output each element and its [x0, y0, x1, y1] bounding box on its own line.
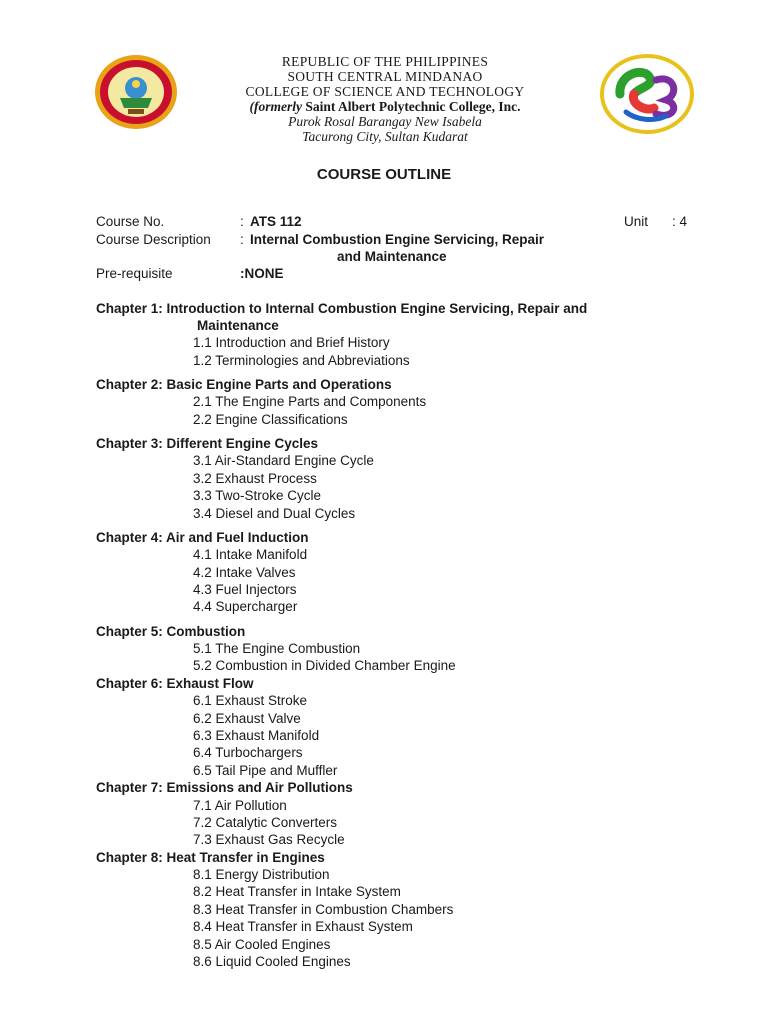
- chapter-6-item: 6.4 Turbochargers: [193, 745, 303, 760]
- header-address-1: Purok Rosal Barangay New Isabela: [288, 114, 482, 129]
- chapter-6-item: 6.5 Tail Pipe and Muffler: [193, 763, 338, 778]
- course-description-label: Course Description: [96, 232, 211, 247]
- header-line-2: SOUTH CENTRAL MINDANAO: [287, 69, 483, 84]
- chapter-7-title: Chapter 7: Emissions and Air Pollutions: [96, 780, 353, 795]
- header-line-4: (formerly Saint Albert Polytechnic College, Inc.: [249, 99, 521, 114]
- chapter-6-item: 6.2 Exhaust Valve: [193, 711, 301, 726]
- header-line-1: REPUBLIC OF THE PHILIPPINES: [281, 54, 489, 69]
- prerequisite-value: :NONE: [240, 266, 284, 281]
- document-title: COURSE OUTLINE: [316, 166, 452, 183]
- chapter-1-title-cont: Maintenance: [197, 318, 279, 333]
- chapter-3-item: 3.4 Diesel and Dual Cycles: [193, 506, 356, 521]
- chapter-5-title: Chapter 5: Combustion: [96, 624, 246, 639]
- chapter-4-item: 4.2 Intake Valves: [193, 565, 296, 580]
- institution-header: [180, 54, 590, 144]
- scs-logo: [600, 54, 694, 134]
- chapter-8-item: 8.6 Liquid Cooled Engines: [193, 954, 351, 969]
- college-seal-logo: [94, 54, 178, 130]
- chapter-1-item: 1.1 Introduction and Brief History: [193, 335, 390, 350]
- course-no-value: ATS 112: [250, 214, 302, 229]
- chapter-1-title: Chapter 1: Introduction to Internal Combustion Engine Servicing, Repair and: [96, 301, 588, 316]
- header-line-3: COLLEGE OF SCIENCE AND TECHNOLOGY: [245, 84, 525, 99]
- chapter-6-title: Chapter 6: Exhaust Flow: [96, 676, 254, 691]
- course-description-colon: :: [240, 232, 244, 247]
- chapter-8-title: Chapter 8: Heat Transfer in Engines: [96, 850, 325, 865]
- chapter-8-item: 8.1 Energy Distribution: [193, 867, 330, 882]
- prerequisite-label: Pre-requisite: [96, 266, 173, 281]
- chapter-2-item: 2.2 Engine Classifications: [193, 412, 348, 427]
- chapter-6-item: 6.3 Exhaust Manifold: [193, 728, 320, 743]
- chapter-8-item: 8.3 Heat Transfer in Combustion Chambers: [193, 902, 454, 917]
- chapter-3-item: 3.2 Exhaust Process: [193, 471, 317, 486]
- chapter-2-item: 2.1 The Engine Parts and Components: [193, 394, 427, 409]
- chapter-4-item: 4.4 Supercharger: [193, 599, 298, 614]
- course-no-colon: :: [240, 214, 244, 229]
- chapter-8-item: 8.2 Heat Transfer in Intake System: [193, 884, 401, 899]
- chapter-2-title: Chapter 2: Basic Engine Parts and Operations: [96, 377, 392, 392]
- unit-label: Unit: [624, 214, 649, 229]
- chapter-4-item: 4.3 Fuel Injectors: [193, 582, 297, 597]
- chapter-7-item: 7.1 Air Pollution: [193, 798, 287, 813]
- chapter-4-item: 4.1 Intake Manifold: [193, 547, 308, 562]
- chapter-5-item: 5.1 The Engine Combustion: [193, 641, 361, 656]
- chapter-8-item: 8.4 Heat Transfer in Exhaust System: [193, 919, 413, 934]
- unit-value: : 4: [672, 214, 688, 229]
- header-address-2: Tacurong City, Sultan Kudarat: [302, 129, 468, 144]
- chapter-1-item: 1.2 Terminologies and Abbreviations: [193, 353, 410, 368]
- course-description-line-2: and Maintenance: [337, 249, 447, 264]
- course-no-label: Course No.: [96, 214, 165, 229]
- chapter-8-item: 8.5 Air Cooled Engines: [193, 937, 331, 952]
- course-description-line-1: Internal Combustion Engine Servicing, Repair: [250, 232, 545, 247]
- chapter-7-item: 7.3 Exhaust Gas Recycle: [193, 832, 345, 847]
- chapter-6-item: 6.1 Exhaust Stroke: [193, 693, 308, 708]
- chapter-3-title: Chapter 3: Different Engine Cycles: [96, 436, 319, 451]
- chapter-7-item: 7.2 Catalytic Converters: [193, 815, 338, 830]
- chapter-4-title: Chapter 4: Air and Fuel Induction: [96, 530, 309, 545]
- chapter-3-item: 3.3 Two-Stroke Cycle: [193, 488, 322, 503]
- chapter-5-item: 5.2 Combustion in Divided Chamber Engine: [193, 658, 456, 673]
- chapter-3-item: 3.1 Air-Standard Engine Cycle: [193, 453, 374, 468]
